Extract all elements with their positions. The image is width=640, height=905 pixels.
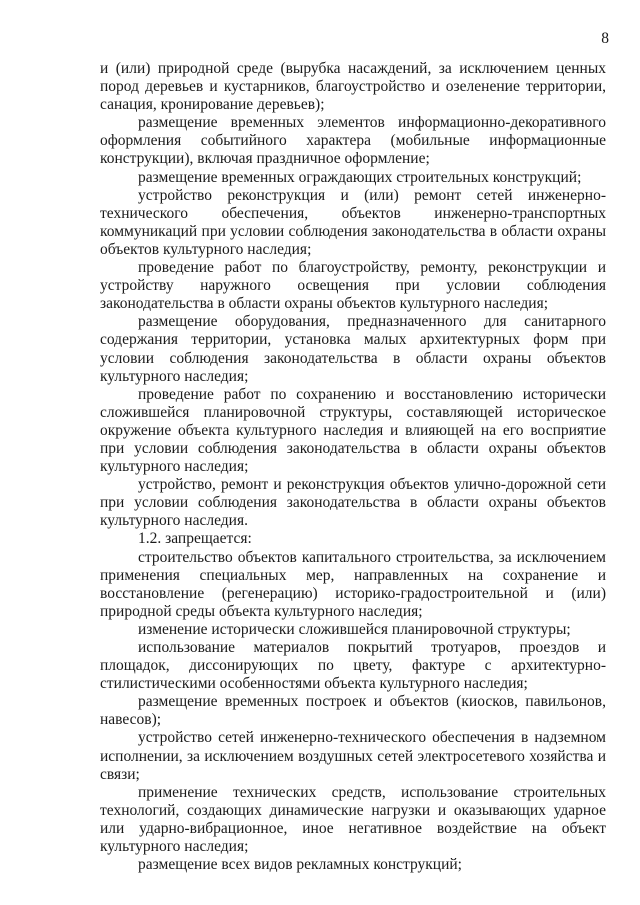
document-body — [100, 60, 606, 874]
prohibited-item: строительство объектов капитального строительства, за исключением применения специальных мер, направленных на сохранение и восстановление (регенерацию) историко-градостроительной и (или) природной среды объекта культурного наследия; — [100, 548, 606, 620]
prohibited-item: размещение временных построек и объектов (киосков, павильонов, навесов); — [100, 693, 606, 729]
paragraph: устройство, ремонт и реконструкция объектов улично-дорожной сети при условии соблюдения законодательства в области охраны объектов культурного наследия. — [100, 476, 606, 530]
paragraph: и (или) природной среде (вырубка насаждений, за исключением ценных пород деревьев и кустарников, благоустройство и озеленение территории, санация, кронирование деревьев); — [100, 60, 606, 114]
page-number: 8 — [601, 30, 609, 47]
prohibited-item: устройство сетей инженерно-технического обеспечения в надземном исполнении, за исключением воздушных сетей электросетевого хозяйства и связи; — [100, 729, 606, 783]
prohibited-item: использование материалов покрытий тротуаров, проездов и площадок, диссонирующих по цвету, фактуре с архитектурно-стилистическими особенностями объекта культурного наследия; — [100, 639, 606, 693]
section-title: 1.2. запрещается: — [138, 530, 252, 548]
paragraph: проведение работ по сохранению и восстановлению исторически сложившейся планировочной структуры, составляющей историческое окружение объекта культурного наследия и влияющей на его восприятие при условии соблюдения законодательства в области охраны объектов культурного наследия; — [100, 385, 606, 476]
prohibited-item: изменение исторически сложившейся планировочной структуры; — [138, 620, 571, 638]
paragraph: проведение работ по благоустройству, ремонту, реконструкции и устройству наружного освещения при условии соблюдения законодательства в области охраны объектов культурного наследия; — [100, 259, 606, 313]
paragraph: устройство реконструкция и (или) ремонт сетей инженерно-технического обеспечения, объектов инженерно-транспортных коммуникаций при условии соблюдения законодательства в области охраны объектов культурного наследия; — [100, 186, 606, 258]
prohibited-item: применение технических средств, использование строительных технологий, создающих динамические нагрузки и оказывающих ударное или ударно-вибрационное, иное негативное воздействие на объект культурного наследия; — [100, 783, 606, 856]
prohibited-item: размещение всех видов рекламных конструкций; — [138, 856, 462, 874]
paragraph: размещение оборудования, предназначенного для санитарного содержания территории, установка малых архитектурных форм при условии соблюдения законодательства в области охраны объектов культурного наследия; — [100, 313, 606, 385]
paragraph: размещение временных элементов информационно-декоративного оформления событийного характера (мобильные информационные конструкции), включая праздничное оформление; — [100, 114, 606, 168]
paragraph: размещение временных ограждающих строительных конструкций; — [138, 168, 582, 186]
